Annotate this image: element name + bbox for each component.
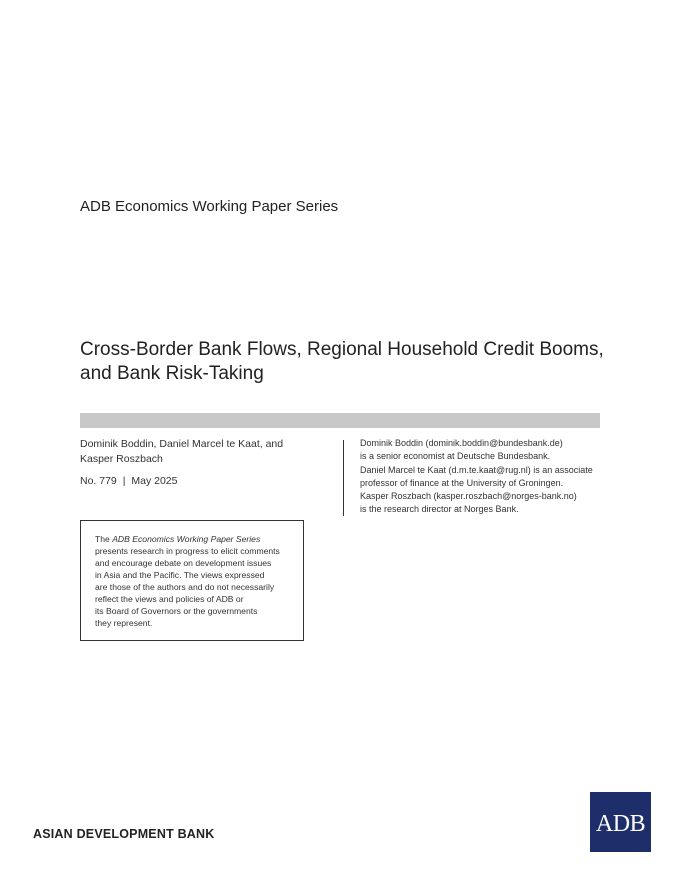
- disclaimer-line: presents research in progress to elicit comments: [95, 546, 280, 556]
- series-title: ADB Economics Working Paper Series: [80, 198, 339, 215]
- column-divider: [343, 440, 344, 516]
- adb-logo-text: ADB: [595, 811, 646, 837]
- issue-number: No. 779: [80, 475, 117, 487]
- disclaimer-line: they represent.: [95, 618, 153, 628]
- disclaimer-box: [80, 520, 304, 641]
- paper-title-line-2: and Bank Risk-Taking: [80, 363, 264, 384]
- disclaimer-intro: The: [95, 534, 110, 544]
- publisher-name: ASIAN DEVELOPMENT BANK: [33, 827, 215, 841]
- issue-separator: |: [122, 475, 126, 487]
- disclaimer-first-line: [95, 533, 295, 545]
- affiliation-line: Daniel Marcel te Kaat (d.m.te.kaat@rug.nl) is an associate: [360, 464, 593, 475]
- affiliation-line: is a senior economist at Deutsche Bundesbank.: [360, 451, 551, 462]
- disclaimer-line: its Board of Governors or the governments: [95, 606, 258, 616]
- affiliation-line: professor of finance at the University of Groningen.: [360, 477, 564, 488]
- author-names-line-1: Dominik Boddin, Daniel Marcel te Kaat, and: [80, 438, 284, 450]
- affiliation-line: is the research director at Norges Bank.: [360, 504, 519, 515]
- affiliation-line: Kasper Roszbach (kasper.roszbach@norges-bank.no): [360, 491, 577, 502]
- disclaimer-text: [95, 533, 295, 629]
- affiliation-line: Dominik Boddin (dominik.boddin@bundesbank.de): [360, 438, 563, 448]
- author-names-line-2: Kasper Roszbach: [80, 453, 163, 465]
- disclaimer-line: reflect the views and policies of ADB or: [95, 594, 244, 604]
- disclaimer-line: and encourage debate on development issues: [95, 558, 272, 568]
- issue-info: [80, 475, 177, 487]
- author-names: [80, 437, 320, 467]
- disclaimer-line: in Asia and the Pacific. The views expressed: [95, 570, 265, 580]
- adb-logo: [590, 792, 651, 852]
- disclaimer-line: are those of the authors and do not necessarily: [95, 582, 275, 592]
- paper-title-line-1: Cross-Border Bank Flows, Regional Household Credit Booms,: [80, 339, 604, 360]
- author-affiliations: [360, 437, 610, 517]
- disclaimer-series-name: ADB Economics Working Paper Series: [112, 534, 261, 544]
- paper-title: [80, 338, 620, 386]
- title-divider-bar: [80, 413, 600, 428]
- issue-date: May 2025: [131, 475, 178, 487]
